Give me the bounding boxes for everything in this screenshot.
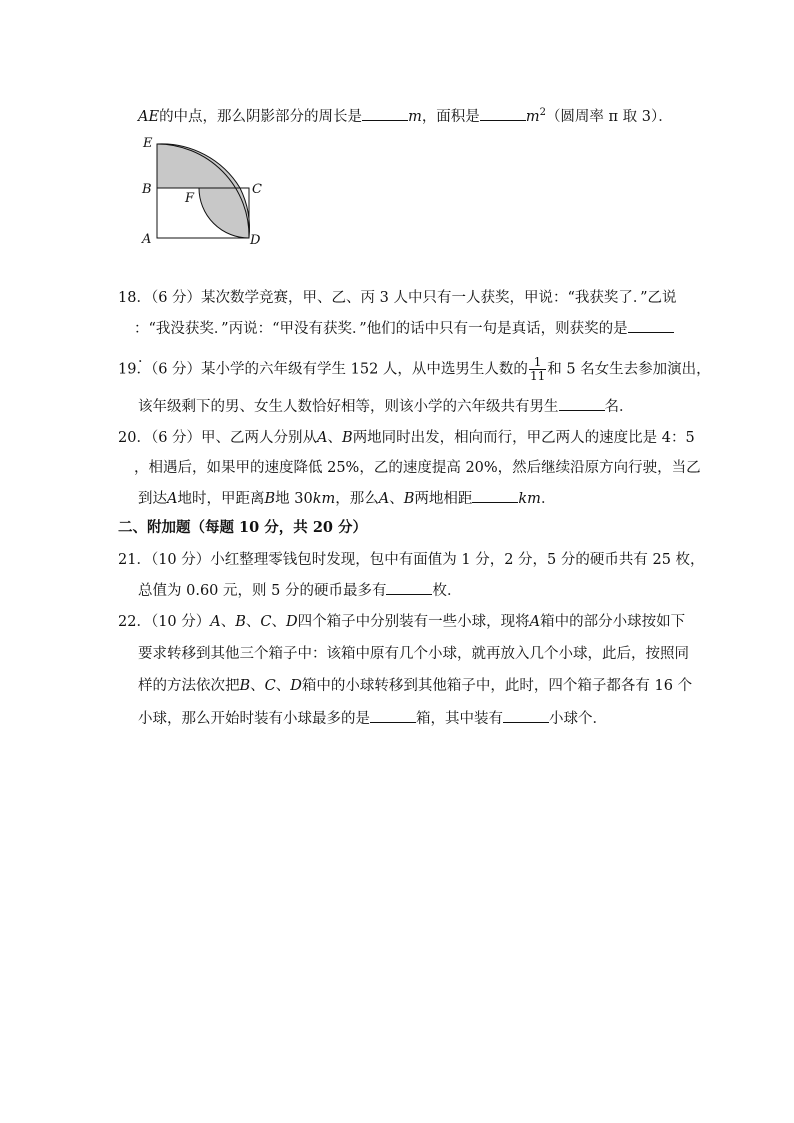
geometry-figure <box>138 132 278 252</box>
q20-line-2: ，相遇后，如果甲的速度降低 25%，乙的速度提高 20%，然后继续沿原方向行驶，当乙 <box>134 460 701 476</box>
label-d: D <box>250 233 261 248</box>
section-2-title: 二、附加题（每题 10 分，共 20 分） <box>118 519 368 536</box>
q19-line-1: 19．（6 分）某小学的六年级有学生 152 人，从中选男生人数的 $\frac{1}{11}$ 和 5 名女生去参加演出， <box>118 355 711 383</box>
q21-line-1: 21．（10 分）小红整理零钱包时发现，包中有面值为 1 分，2 分，5 分的硬币共有 25 枚， <box>118 552 705 568</box>
q22-line-3: 样的方法依次把B、C、D箱中的小球转移到其他箱子中，此时，四个箱子都各有 16 个 <box>138 678 693 694</box>
label-f: F <box>185 191 195 206</box>
label-a: A <box>142 232 152 247</box>
answer-blank[interactable] <box>386 580 432 595</box>
q19-line-2: 该年级剩下的男、女生人数恰好相等，则该小学的六年级共有男生 名． <box>138 396 634 417</box>
shaded-region-top <box>157 144 240 188</box>
answer-blank[interactable] <box>559 396 605 411</box>
q22-line-4: 小球，那么开始时装有小球最多的是 箱，其中装有 小球个． <box>138 708 607 729</box>
q18-line-1: 18．（6 分）某次数学竞赛，甲、乙、丙 3 人中只有一人获奖，甲说：“我获奖了．”乙说 <box>118 290 677 306</box>
q21-line-2: 总值为 0.60 元，则 5 分的硬币最多有 枚． <box>138 580 461 601</box>
answer-blank[interactable] <box>370 708 416 723</box>
answer-blank[interactable] <box>628 318 674 333</box>
q17-text-line: AE的中点，那么阴影部分的周长是 m，面积是 $m^2$（圆周率 π 取 3）． <box>138 107 673 125</box>
fraction-one-eleventh: $\frac{1}{11}$ <box>529 355 546 383</box>
q18-line-3: ． <box>138 350 153 366</box>
answer-blank[interactable] <box>362 106 408 121</box>
label-c: C <box>252 182 262 197</box>
q20-line-1: 20．（6 分）甲、乙两人分别从A、B两地同时出发，相向而行，甲乙两人的速度比是 4：5 <box>118 430 695 446</box>
q22-line-1: 22．（10 分）A、B、C、D四个箱子中分别装有一些小球，现将A箱中的部分小球按如下 <box>118 614 686 630</box>
label-e: E <box>143 136 153 151</box>
answer-blank[interactable] <box>480 106 526 121</box>
q18-line-2: ：“我没获奖．”丙说：“甲没有获奖．”他们的话中只有一句是真话，则获奖的是 <box>134 318 674 339</box>
answer-blank[interactable] <box>503 708 549 723</box>
answer-blank[interactable] <box>472 488 518 503</box>
label-b: B <box>142 182 152 197</box>
q22-line-2: 要求转移到其他三个箱子中：该箱中原有几个小球，就再放入几个小球，此后，按照同 <box>138 646 689 662</box>
shaded-region-lens <box>199 188 249 238</box>
q20-line-3: 到达A地时，甲距离B地 30km，那么A、B两地相距 km． <box>138 488 555 509</box>
